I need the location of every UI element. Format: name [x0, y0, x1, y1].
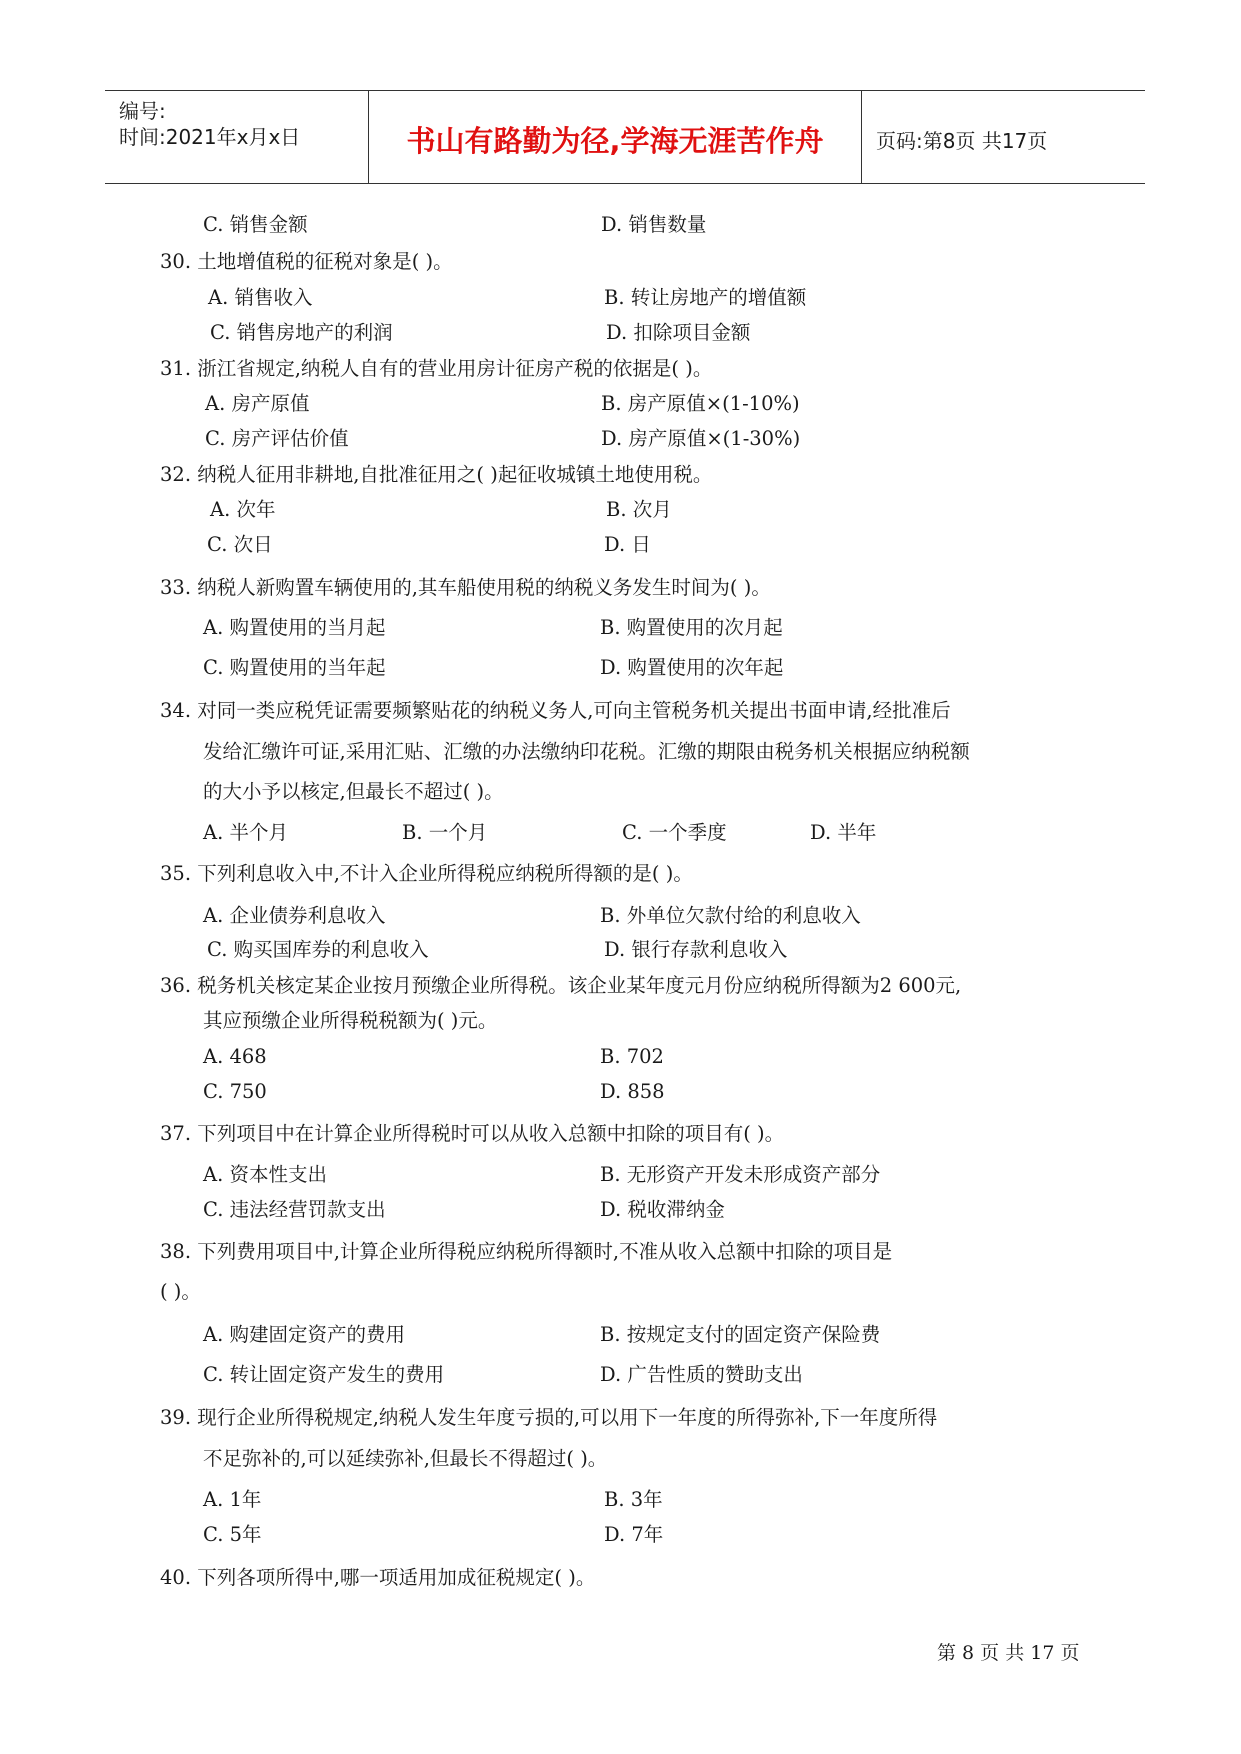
header-motto-cell: [368, 91, 862, 183]
option-32-d: D. 日: [604, 533, 651, 556]
document-time-label: 时间:2021年x月x日: [119, 125, 301, 149]
option-33-d: D. 购置使用的次年起: [600, 656, 784, 679]
question-31: 31. 浙江省规定,纳税人自有的营业用房计征房产税的依据是( )。: [160, 357, 713, 380]
question-38-line-1: 38. 下列费用项目中,计算企业所得税应纳税所得额时,不准从收入总额中扣除的项目是: [160, 1240, 893, 1263]
option-33-c: C. 购置使用的当年起: [203, 656, 386, 679]
question-38-line-2: ( )。: [160, 1280, 201, 1303]
option-39-d: D. 7年: [604, 1523, 664, 1546]
option-30-b: B. 转让房地产的增值额: [604, 286, 807, 309]
option-32-b: B. 次月: [606, 498, 672, 521]
document-number-label: 编号:: [119, 99, 166, 123]
header-info-cell: [105, 91, 368, 183]
page-number-label: 页码:第8页 共17页: [876, 129, 1048, 153]
option-31-c: C. 房产评估价值: [205, 427, 349, 450]
question-39-line-1: 39. 现行企业所得税规定,纳税人发生年度亏损的,可以用下一年度的所得弥补,下一年度所得: [160, 1406, 938, 1429]
option-34-d: D. 半年: [810, 821, 877, 844]
page-header: [105, 90, 1145, 184]
option-35-b: B. 外单位欠款付给的利息收入: [600, 904, 861, 927]
option-33-a: A. 购置使用的当月起: [203, 616, 386, 639]
option-36-a: A. 468: [203, 1045, 267, 1068]
option-35-d: D. 银行存款利息收入: [604, 938, 788, 961]
option-31-b: B. 房产原值×(1-10%): [601, 392, 800, 415]
question-39-line-2: 不足弥补的,可以延续弥补,但最长不得超过( )。: [203, 1447, 608, 1470]
option-29-c: C. 销售金额: [203, 213, 308, 236]
option-31-d: D. 房产原值×(1-30%): [601, 427, 801, 450]
option-29-d: D. 销售数量: [601, 213, 707, 236]
question-37: 37. 下列项目中在计算企业所得税时可以从收入总额中扣除的项目有( )。: [160, 1122, 785, 1145]
question-30: 30. 土地增值税的征税对象是( )。: [160, 250, 453, 273]
option-35-a: A. 企业债券利息收入: [203, 904, 386, 927]
option-39-a: A. 1年: [203, 1488, 262, 1511]
option-34-b: B. 一个月: [402, 821, 488, 844]
option-36-d: D. 858: [600, 1080, 665, 1103]
option-37-a: A. 资本性支出: [203, 1163, 327, 1186]
option-33-b: B. 购置使用的次月起: [600, 616, 783, 639]
question-40: 40. 下列各项所得中,哪一项适用加成征税规定( )。: [160, 1566, 596, 1589]
question-32: 32. 纳税人征用非耕地,自批准征用之( )起征收城镇土地使用税。: [160, 463, 713, 486]
option-38-b: B. 按规定支付的固定资产保险费: [600, 1323, 881, 1346]
motto-text: 书山有路勤为径,学海无涯苦作舟: [406, 124, 824, 158]
option-38-a: A. 购建固定资产的费用: [203, 1323, 405, 1346]
option-38-c: C. 转让固定资产发生的费用: [203, 1363, 445, 1386]
option-30-a: A. 销售收入: [208, 286, 313, 309]
question-36-line-2: 其应预缴企业所得税税额为( )元。: [203, 1009, 498, 1032]
option-36-b: B. 702: [600, 1045, 664, 1068]
option-35-c: C. 购买国库券的利息收入: [207, 938, 429, 961]
option-32-c: C. 次日: [207, 533, 273, 556]
question-33: 33. 纳税人新购置车辆使用的,其车船使用税的纳税义务发生时间为( )。: [160, 576, 771, 599]
question-34-line-2: 发给汇缴许可证,采用汇贴、汇缴的办法缴纳印花税。汇缴的期限由税务机关根据应纳税额: [203, 740, 970, 763]
option-30-c: C. 销售房地产的利润: [210, 321, 393, 344]
option-39-b: B. 3年: [604, 1488, 663, 1511]
question-35: 35. 下列利息收入中,不计入企业所得税应纳税所得额的是( )。: [160, 862, 693, 885]
option-37-c: C. 违法经营罚款支出: [203, 1198, 386, 1221]
question-34-line-3: 的大小予以核定,但最长不超过( )。: [203, 780, 504, 803]
option-34-c: C. 一个季度: [622, 821, 727, 844]
page-footer: 第 8 页 共 17 页: [937, 1642, 1080, 1664]
question-34-line-1: 34. 对同一类应税凭证需要频繁贴花的纳税义务人,可向主管税务机关提出书面申请,经批准后: [160, 699, 951, 722]
option-34-a: A. 半个月: [203, 821, 288, 844]
option-38-d: D. 广告性质的赞助支出: [600, 1363, 803, 1386]
header-page-cell: [862, 91, 1145, 183]
option-32-a: A. 次年: [210, 498, 276, 521]
option-39-c: C. 5年: [203, 1523, 262, 1546]
question-36-line-1: 36. 税务机关核定某企业按月预缴企业所得税。该企业某年度元月份应纳税所得额为2 600元,: [160, 974, 962, 997]
option-37-b: B. 无形资产开发未形成资产部分: [600, 1163, 881, 1186]
option-30-d: D. 扣除项目金额: [606, 321, 751, 344]
option-37-d: D. 税收滞纳金: [600, 1198, 725, 1221]
option-36-c: C. 750: [203, 1080, 267, 1103]
option-31-a: A. 房产原值: [205, 392, 310, 415]
